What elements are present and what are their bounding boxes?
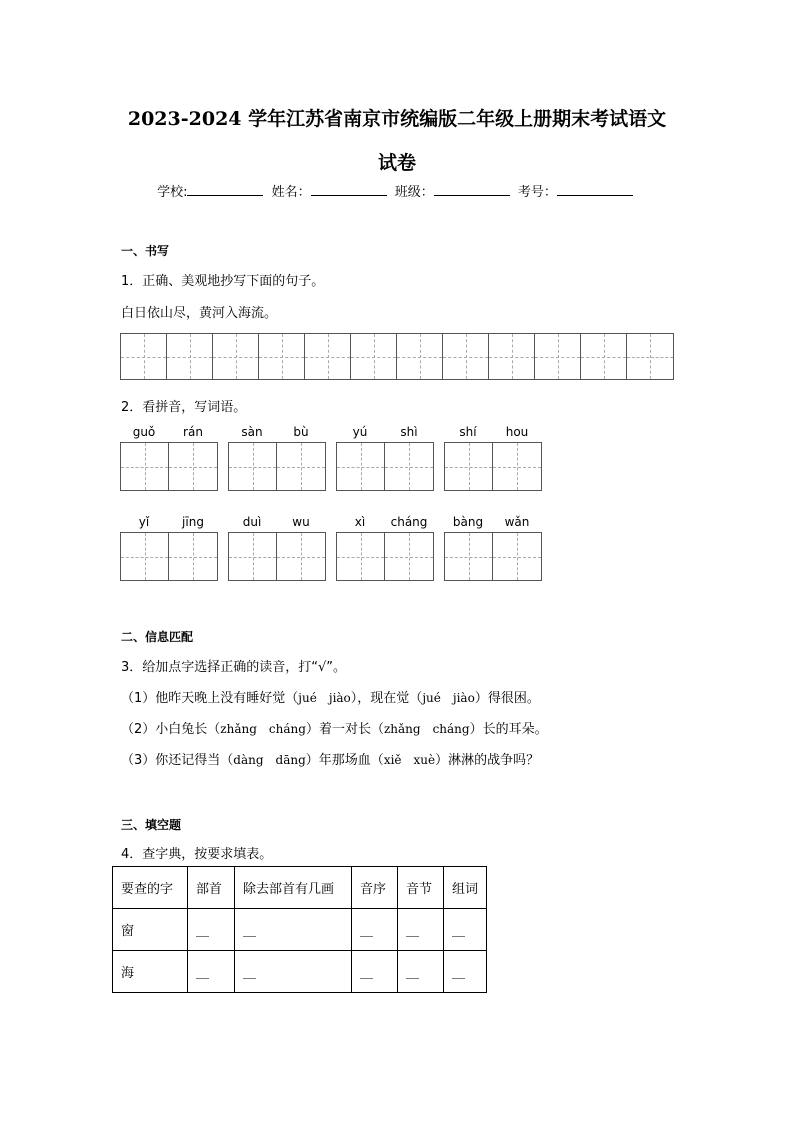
exam-no-label: 考号： <box>517 185 557 200</box>
page-title-continued: 试卷 <box>377 152 416 174</box>
school-label: 学校: <box>157 185 188 200</box>
word-answer-box[interactable] <box>336 532 434 581</box>
table-cell-blank[interactable]: ＿ <box>444 951 487 993</box>
table-cell-blank[interactable]: ＿ <box>235 909 352 951</box>
word-answer-box[interactable] <box>336 442 434 491</box>
question-1-sentence: 白日依山尽，黄河入海流。 <box>121 306 278 321</box>
item-text: ），现在觉（ <box>350 691 423 706</box>
name-blank[interactable] <box>311 183 387 196</box>
pinyin-label: jīng <box>182 515 204 529</box>
pinyin-choice[interactable]: zhǎng cháng <box>383 722 470 736</box>
item-text: 小白兔长（ <box>155 722 221 737</box>
pinyin-label: shì <box>400 425 418 439</box>
pinyin-label: yú <box>352 425 368 439</box>
word-answer-box[interactable] <box>228 442 326 491</box>
pinyin-label: sàn <box>241 425 263 439</box>
class-blank[interactable] <box>434 183 510 196</box>
school-blank[interactable] <box>187 183 263 196</box>
writing-cell[interactable] <box>445 533 493 580</box>
table-header-row <box>113 867 487 909</box>
word-answer-box[interactable] <box>120 532 218 581</box>
writing-cell[interactable] <box>337 533 385 580</box>
pinyin-label: shí <box>459 425 477 439</box>
table-header-cell: 组词 <box>444 867 487 909</box>
writing-cell[interactable] <box>443 334 489 379</box>
pinyin-label: guǒ <box>132 425 156 439</box>
writing-cell[interactable] <box>213 334 259 379</box>
table-cell-blank[interactable]: ＿ <box>352 951 398 993</box>
page-title: 2023-2024 学年江苏省南京市统编版二年级上册期末考试语文 <box>127 108 667 130</box>
table-header-cell: 部首 <box>188 867 235 909</box>
section-heading-fill-in: 三、填空题 <box>121 818 182 832</box>
writing-cell[interactable] <box>121 334 167 379</box>
writing-cell[interactable] <box>493 443 541 490</box>
question-3-prompt: 3．给加点字选择正确的读音，打“√”。 <box>121 660 347 675</box>
writing-cell[interactable] <box>385 443 433 490</box>
question-3-item-3 <box>121 749 539 768</box>
pinyin-label: hou <box>505 425 529 439</box>
writing-cell[interactable] <box>445 443 493 490</box>
name-label: 姓名： <box>271 185 311 200</box>
item-number: （1） <box>121 691 156 706</box>
writing-cell[interactable] <box>121 533 169 580</box>
question-3-item-2 <box>121 718 548 737</box>
table-header-cell: 要查的字 <box>113 867 188 909</box>
writing-cell[interactable] <box>305 334 351 379</box>
writing-cell[interactable] <box>397 334 443 379</box>
writing-cell[interactable] <box>627 334 673 379</box>
writing-cell[interactable] <box>169 533 217 580</box>
table-cell-blank[interactable]: ＿ <box>235 951 352 993</box>
item-text: ）淋淋的战争吗？ <box>435 753 540 768</box>
writing-cell[interactable] <box>535 334 581 379</box>
pinyin-label: bù <box>293 425 309 439</box>
writing-cell[interactable] <box>489 334 535 379</box>
table-cell-blank[interactable]: ＿ <box>352 909 398 951</box>
table-cell-blank[interactable]: ＿ <box>398 951 444 993</box>
word-answer-box[interactable] <box>444 442 542 491</box>
item-text: ）得很困。 <box>474 691 540 706</box>
table-row <box>113 951 487 993</box>
writing-cell[interactable] <box>277 533 325 580</box>
table-cell-blank[interactable]: ＿ <box>188 951 235 993</box>
section-heading-writing: 一、书写 <box>121 244 170 258</box>
student-info-line <box>0 181 794 200</box>
word-answer-box[interactable] <box>444 532 542 581</box>
writing-cell[interactable] <box>259 334 305 379</box>
exam-no-blank[interactable] <box>557 183 633 196</box>
writing-cell[interactable] <box>121 443 169 490</box>
writing-cell[interactable] <box>493 533 541 580</box>
class-label: 班级： <box>394 185 434 200</box>
pinyin-choice[interactable]: jué jiào <box>422 691 475 705</box>
copy-writing-grid[interactable] <box>120 333 674 380</box>
writing-cell[interactable] <box>229 443 277 490</box>
table-header-cell: 音节 <box>398 867 444 909</box>
pinyin-label: cháng <box>390 515 428 529</box>
writing-cell[interactable] <box>351 334 397 379</box>
item-text: ）长的耳朵。 <box>469 722 548 737</box>
writing-cell[interactable] <box>169 443 217 490</box>
item-text: 他昨天晚上没有睡好觉（ <box>155 691 299 706</box>
table-row <box>113 909 487 951</box>
table-cell-blank[interactable]: ＿ <box>398 909 444 951</box>
writing-cell[interactable] <box>385 533 433 580</box>
writing-cell[interactable] <box>337 443 385 490</box>
table-header-cell: 音序 <box>352 867 398 909</box>
item-text: 你还记得当（ <box>155 753 234 768</box>
pinyin-label: bàng <box>452 515 484 529</box>
table-cell-character: 窗 <box>113 909 188 951</box>
section-heading-matching: 二、信息匹配 <box>121 630 194 644</box>
question-3-item-1 <box>121 687 540 706</box>
pinyin-label: wu <box>292 515 310 529</box>
pinyin-label: yǐ <box>138 515 150 529</box>
question-4-prompt: 4．查字典，按要求填表。 <box>121 847 273 862</box>
question-1-prompt: 1．正确、美观地抄写下面的句子。 <box>121 274 325 289</box>
pinyin-choice[interactable]: dàng dāng <box>233 753 306 767</box>
item-number: （2） <box>121 722 156 737</box>
writing-cell[interactable] <box>277 443 325 490</box>
pinyin-choice[interactable]: zhǎng cháng <box>220 722 306 736</box>
writing-cell[interactable] <box>167 334 213 379</box>
table-header-cell: 除去部首有几画 <box>235 867 352 909</box>
item-text: ）年那场血（ <box>305 753 384 768</box>
dictionary-table <box>112 866 487 993</box>
table-cell-character: 海 <box>113 951 188 993</box>
writing-cell[interactable] <box>229 533 277 580</box>
table-cell-blank[interactable]: ＿ <box>188 909 235 951</box>
pinyin-label: wǎn <box>504 515 530 529</box>
item-text: ）着一对长（ <box>305 722 384 737</box>
word-answer-box[interactable] <box>228 532 326 581</box>
pinyin-choice[interactable]: jué jiào <box>298 691 351 705</box>
question-2-prompt: 2．看拼音，写词语。 <box>121 400 247 415</box>
pinyin-choice[interactable]: xiě xuè <box>383 753 436 767</box>
writing-cell[interactable] <box>581 334 627 379</box>
pinyin-label: duì <box>242 515 262 529</box>
item-number: （3） <box>121 753 156 768</box>
word-answer-box[interactable] <box>120 442 218 491</box>
pinyin-label: xì <box>354 515 366 529</box>
pinyin-label: rán <box>183 425 203 439</box>
table-cell-blank[interactable]: ＿ <box>444 909 487 951</box>
